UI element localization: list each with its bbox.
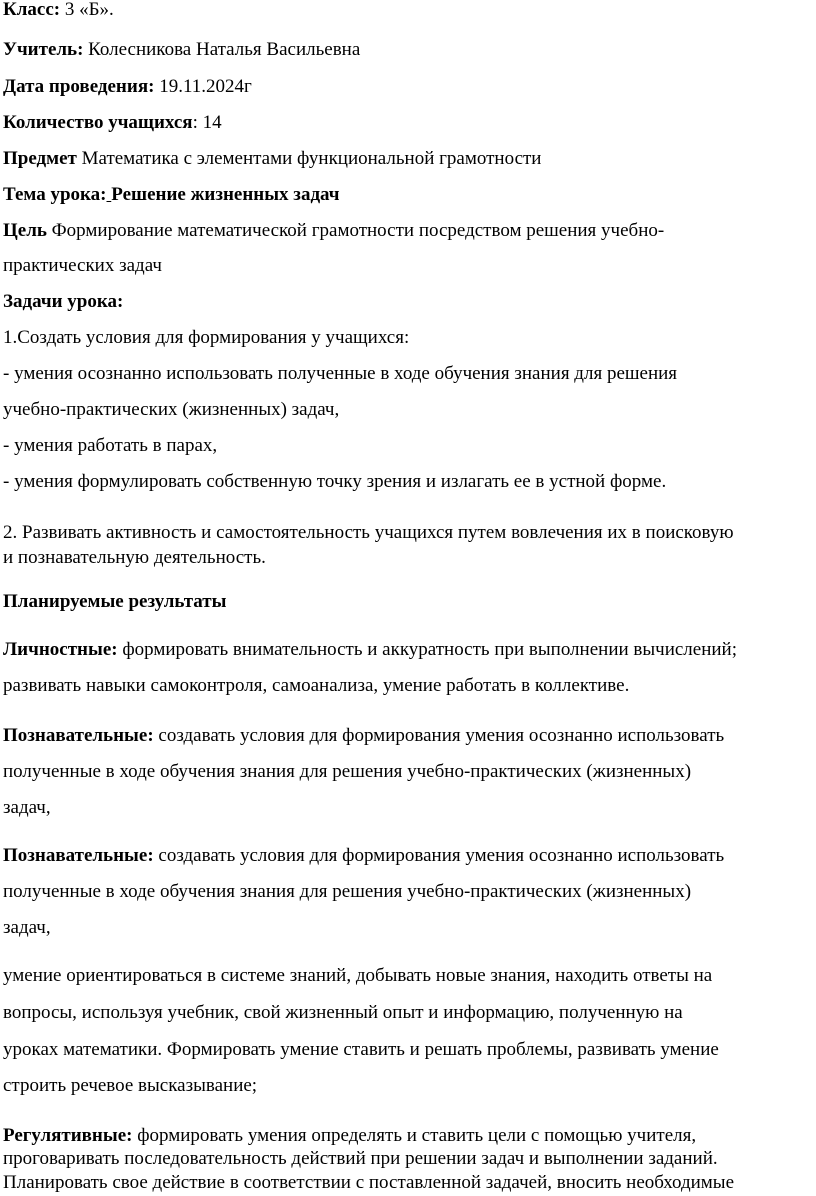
tasks-line: учебно-практических (жизненных) задач, (3, 399, 340, 420)
teacher-label: Учитель: (3, 39, 84, 60)
cognitive-line-1 (3, 724, 724, 748)
task-2-line-1: 2. Развивать активность и самостоятельность учащихся путем вовлечения их в поисковую (3, 522, 734, 543)
regulatory-line-3: Планировать свое действие в соответствии с поставленной задачей, вносить необходимые (3, 1172, 735, 1193)
goal-line (3, 219, 664, 243)
results-heading-text: Планируемые результаты (3, 591, 227, 612)
personal-text: формировать внимательность и аккуратность при выполнении вычислений; (117, 639, 737, 660)
goal-line-2: практических задач (3, 255, 162, 276)
date-line (3, 75, 252, 99)
tasks-line: - умения осознанно использовать полученные в ходе обучения знания для решения (3, 363, 678, 384)
class-value: 3 «Б». (60, 0, 114, 20)
goal-label: Цель (3, 220, 47, 241)
personal-line-1 (3, 638, 737, 662)
topic-value: Решение жизненных задач (111, 184, 340, 205)
cognitive-2-line-3: задач, (3, 917, 51, 938)
regulatory-line-2: проговаривать последовательность действий при решении задач и выполнении заданий. (3, 1148, 718, 1169)
count-value: : 14 (192, 112, 222, 133)
regulatory-label: Регулятивные: (3, 1125, 133, 1146)
class-label: Класс: (3, 0, 61, 20)
regulatory-line-1 (3, 1124, 696, 1148)
cognitive-line-2: полученные в ходе обучения знания для решения учебно-практических (жизненных) (3, 761, 692, 782)
subject-label: Предмет (3, 148, 77, 169)
class-line (3, 0, 114, 22)
orient-line: вопросы, используя учебник, свой жизненный опыт и информацию, полученную на (3, 1002, 683, 1023)
tasks-heading-text: Задачи урока: (3, 291, 124, 312)
personal-line-2: развивать навыки самоконтроля, самоанализа, умение работать в коллективе. (3, 675, 630, 696)
topic-line (3, 183, 340, 207)
results-heading (3, 590, 226, 614)
subject-value: Математика с элементами функциональной грамотности (76, 148, 542, 169)
topic-label: Тема урока: (3, 184, 107, 205)
cognitive-text: создавать условия для формирования умения осознанно использовать (153, 725, 725, 746)
personal-label: Личностные: (3, 639, 118, 660)
teacher-line (3, 38, 360, 62)
tasks-line: - умения работать в парах, (3, 435, 218, 456)
teacher-value: Колесникова Наталья Васильевна (83, 39, 361, 60)
cognitive-label: Познавательные: (3, 725, 154, 746)
tasks-line: - умения формулировать собственную точку зрения и излагать ее в устной форме. (3, 471, 667, 492)
date-value: 19.11.2024г (154, 76, 252, 97)
orient-line: умение ориентироваться в системе знаний, добывать новые знания, находить ответы на (3, 965, 713, 986)
count-label: Количество учащихся (3, 112, 193, 133)
goal-value-1: Формирование математической грамотности посредством решения учебно- (46, 220, 665, 241)
cognitive-line-3: задач, (3, 797, 51, 818)
count-line (3, 111, 222, 135)
task-2-line-2: и познавательную деятельность. (3, 547, 266, 568)
date-label: Дата проведения: (3, 76, 155, 97)
tasks-line: 1.Создать условия для формирования у учащихся: (3, 327, 410, 348)
cognitive-2-text: создавать условия для формирования умения осознанно использовать (153, 845, 725, 866)
cognitive-2-line-2: полученные в ходе обучения знания для решения учебно-практических (жизненных) (3, 881, 692, 902)
cognitive-2-label: Познавательные: (3, 845, 154, 866)
orient-line: строить речевое высказывание; (3, 1075, 258, 1096)
orient-line: уроках математики. Формировать умение ставить и решать проблемы, развивать умение (3, 1039, 719, 1060)
subject-line (3, 147, 541, 171)
tasks-heading (3, 290, 123, 314)
regulatory-text: формировать умения определять и ставить цели с помощью учителя, (132, 1125, 697, 1146)
cognitive-2-line-1 (3, 844, 724, 868)
